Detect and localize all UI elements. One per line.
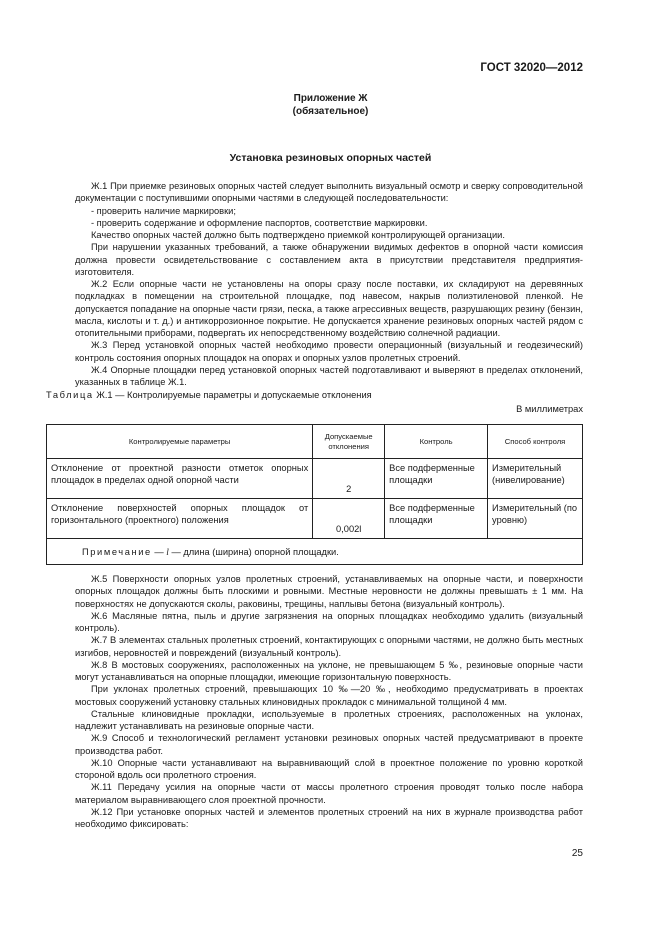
page-number: 25 <box>571 848 583 859</box>
table-units: В миллиметрах <box>516 404 583 414</box>
cell-deviation: 0,002l <box>313 499 385 539</box>
table-caption <box>46 390 372 400</box>
section-title: Установка резиновых опорных частей <box>229 152 432 164</box>
note-text: — длина (ширина) опорной площадки. <box>168 547 339 558</box>
list-item: - проверить содержание и оформление паспортов, соответствие маркировки. <box>91 217 428 228</box>
header-parameters: Контролируемые параметры <box>47 425 313 459</box>
table-note-row <box>47 539 583 565</box>
table-row <box>47 459 583 499</box>
paragraph-zh5: Ж.5 Поверхности опорных узлов пролетных строений, устанавливаемых на опорные части, и поверхности опорных площадок должны быть плоскими и ровными. Местные неровности не должны превышать ± 1 мм. На поверхностях не допускаются сколы, раковины, трещины, наплывы бетона (визуальный контроль). <box>75 574 583 609</box>
cell-method: Измерительный (нивелирование) <box>488 459 583 499</box>
note-symbol: l <box>166 548 169 559</box>
paragraph-zh6: Ж.6 Масляные пятна, пыль и другие загрязнения на опорных площадках необходимо удалить (визуальный контроль). <box>75 610 583 633</box>
cell-parameter: Отклонение поверхностей опорных площадок от горизонтального (проектного) положения <box>47 499 313 539</box>
header-deviations: Допускаемые отклонения <box>313 425 385 459</box>
cell-deviation: 2 <box>313 459 385 499</box>
note-dash: — <box>151 547 167 558</box>
paragraph-zh3: Ж.3 Перед установкой опорных частей необходимо провести операционный (визуальный и геодезический) контроль состояния опорных площадок на опорах и опорных узлов пролетных строений. <box>75 340 583 363</box>
table-caption-text: Ж.1 — Контролируемые параметры и допускаемые отклонения <box>93 390 372 400</box>
paragraph-zh4: Ж.4 Опорные площадки перед установкой опорных частей подготавливают и выверяют в пределах отклонений, указанных в таблице Ж.1. <box>75 364 583 387</box>
paragraph-zh8: Ж.8 В мостовых сооружениях, расположенных на уклоне, не превышающем 5 ‰, резиновые опорные части могут устанавливаться на опорные площадки, имеющие горизонтальную поверхность. <box>75 659 583 682</box>
table-note <box>47 539 583 565</box>
cell-method: Измерительный (по уровню) <box>488 499 583 539</box>
cell-control: Все подферменные площадки <box>385 499 488 539</box>
table-caption-word: Таблица <box>46 390 94 400</box>
paragraph: При уклонах пролетных строений, превышающих 10 ‰—20 ‰, необходимо предусматривать в проектах мостовых сооружений установку стальных клиновидных прокладок с минимальной толщиной 4 мм. <box>75 684 583 707</box>
body-text-part1 <box>75 180 583 388</box>
paragraph-zh9: Ж.9 Способ и технологический регламент установки резиновых опорных частей предусматривают в проекте производства работ. <box>75 733 583 756</box>
paragraph-zh12: Ж.12 При установке опорных частей и элементов пролетных строений на них в журнале производства работ необходимо фиксировать: <box>75 806 583 829</box>
body-text-part2 <box>75 573 583 830</box>
parameters-table <box>46 424 583 565</box>
table-row <box>47 499 583 539</box>
paragraph: Качество опорных частей должно быть подтверждено приемкой контролирующей организации. <box>91 230 505 240</box>
note-word: Примечание <box>82 547 152 558</box>
paragraph: Стальные клиновидные прокладки, используемые в пролетных строениях, расположенных на уклонах, надлежит устанавливать на резиновые опорные части. <box>75 708 583 731</box>
paragraph-zh2: Ж.2 Если опорные части не установлены на опоры сразу после поставки, их складируют на деревянных подкладках в помещении на строительной площадке, под навесом, накрыв полиэтиленовой пленкой. Не допускается попадание на опорные части грязи, песка, а также агрессивных веществ, разрушающих резину (бензин, масла, кислоты и т. д.) и антикоррозионное покрытие. Не допускается хранение резиновых опорных частей рядом с отопительными приборами, подвергать их непосредственному воздействию солнечной радиации. <box>75 279 583 338</box>
header-control: Контроль <box>385 425 488 459</box>
paragraph-zh11: Ж.11 Передачу усилия на опорные части от массы пролетного строения проводят только после набора материалом выравнивающего слоя проектной прочности. <box>75 782 583 805</box>
cell-control: Все подферменные площадки <box>385 459 488 499</box>
appendix-title: Приложение Ж <box>293 93 368 104</box>
paragraph-zh10: Ж.10 Опорные части устанавливают на выравнивающий слой в проектное положение по уровню короткой стороной вдоль оси пролетного строения. <box>75 757 583 780</box>
cell-parameter: Отклонение от проектной разности отметок опорных площадок в пределах одной опорной части <box>47 459 313 499</box>
paragraph-zh7: Ж.7 В элементах стальных пролетных строений, контактирующих с опорными частями, не должно быть местных изгибов, неровностей и повреждений (визуальный контроль). <box>75 635 583 658</box>
header-method: Способ контроля <box>488 425 583 459</box>
paragraph: При нарушении указанных требований, а также обнаружении видимых дефектов в опорной части комиссия должна провести освидетельствование с составлением акта в присутствии представителя предприятия-изготовителя. <box>75 242 583 277</box>
paragraph-zh1: Ж.1 При приемке резиновых опорных частей следует выполнить визуальный осмотр и сверку сопроводительной документации с поступившими опорными частями в следующей последовательности: <box>75 181 583 204</box>
standard-number: ГОСТ 32020—2012 <box>480 62 583 74</box>
table-header-row <box>47 425 583 459</box>
appendix-status: (обязательное) <box>292 106 369 117</box>
list-item: - проверить наличие маркировки; <box>91 205 236 216</box>
